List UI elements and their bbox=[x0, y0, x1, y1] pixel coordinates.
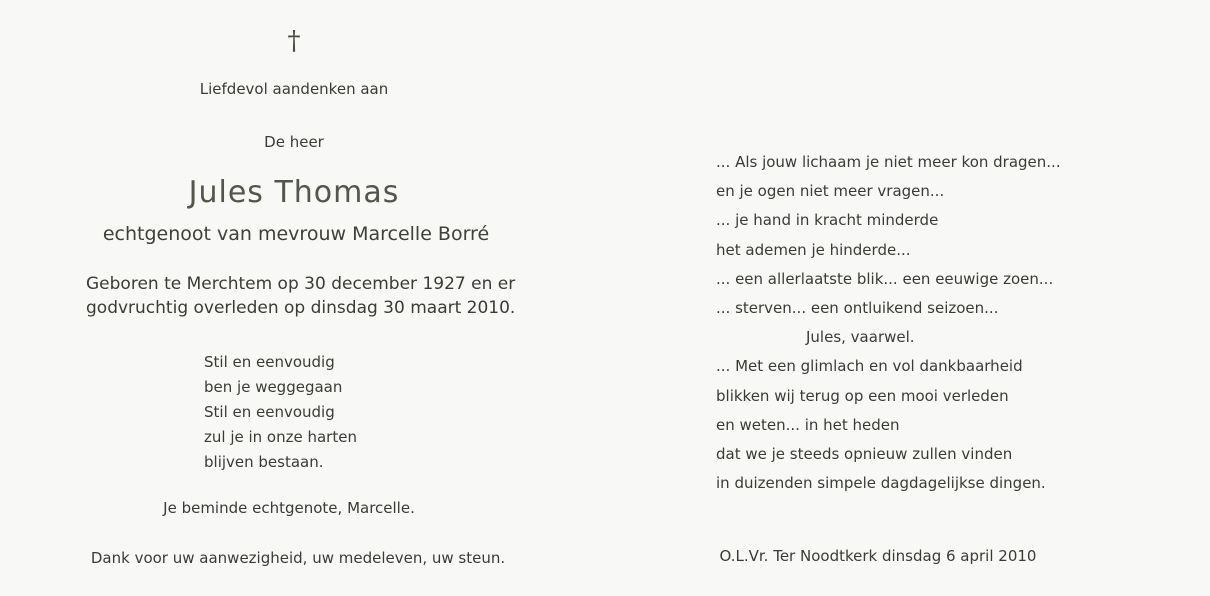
poem-line: blijven bestaan. bbox=[204, 453, 324, 471]
right-poem bbox=[716, 152, 1061, 502]
poem-line: in duizenden simpele dagdagelijkse dingen. bbox=[716, 474, 1046, 493]
poem-line: het ademen je hinderde... bbox=[716, 240, 911, 259]
church-date-line: O.L.Vr. Ter Noodtkerk dinsdag 6 april 2010 bbox=[719, 547, 1037, 565]
birth-death-line-1: Geboren te Merchtem op 30 december 1927 en er bbox=[86, 274, 516, 294]
poem-line: ... een allerlaatste blik... een eeuwige zoen... bbox=[716, 269, 1054, 288]
poem-line: ben je weggegaan bbox=[204, 378, 343, 396]
birth-death-line-2: godvruchtig overleden op dinsdag 30 maart 2010. bbox=[86, 298, 516, 318]
poem-line: ... Met een glimlach en vol dankbaarheid bbox=[716, 357, 1023, 376]
poem-line: ... Als jouw lichaam je niet meer kon dragen... bbox=[716, 153, 1061, 171]
poem-line: en weten... in het heden bbox=[716, 415, 900, 434]
poem-line: zul je in onze harten bbox=[204, 428, 357, 446]
cross-icon: † bbox=[287, 26, 301, 56]
poem-line: Stil en eenvoudig bbox=[204, 403, 335, 421]
intro-text: Liefdevol aandenken aan bbox=[199, 80, 389, 98]
deceased-name: Jules Thomas bbox=[188, 175, 400, 210]
poem-line: en je ogen niet meer vragen... bbox=[716, 182, 945, 201]
poem-line: Stil en eenvoudig bbox=[204, 353, 335, 371]
poem-line: blikken wij terug op een mooi verleden bbox=[716, 386, 1009, 405]
thanks-line: Dank voor uw aanwezigheid, uw medeleven, uw steun. bbox=[90, 549, 506, 567]
spouse-line: echtgenoot van mevrouw Marcelle Borré bbox=[102, 223, 490, 245]
signature-line: Je beminde echtgenote, Marcelle. bbox=[163, 499, 415, 517]
farewell-line: Jules, vaarwel. bbox=[806, 328, 915, 347]
poem-line: dat we je steeds opnieuw zullen vinden bbox=[716, 444, 1013, 463]
poem-line: ... sterven... een ontluikend seizoen... bbox=[716, 298, 999, 317]
poem-line: ... je hand in kracht minderde bbox=[716, 211, 939, 230]
honorific: De heer bbox=[264, 133, 324, 151]
left-poem bbox=[204, 352, 357, 477]
